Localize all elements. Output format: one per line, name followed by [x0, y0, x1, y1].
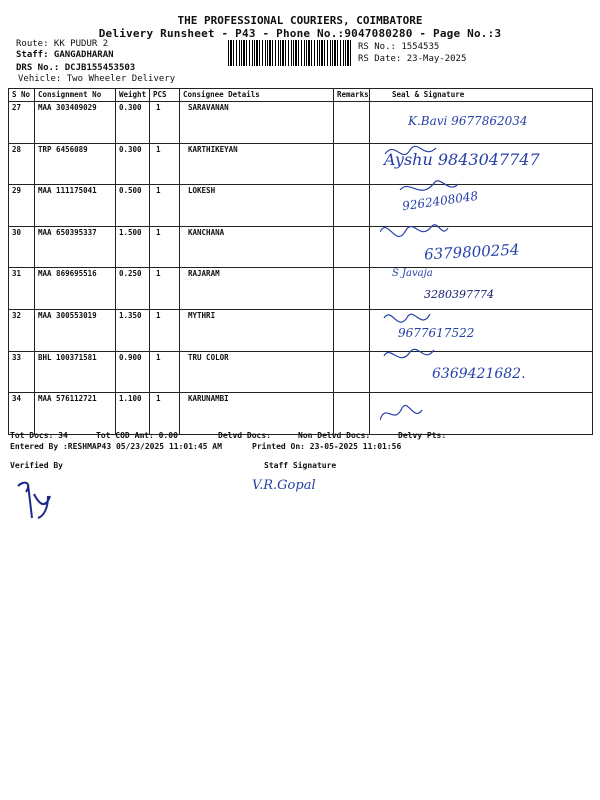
cell-sno: 27: [9, 102, 35, 144]
col-header-consignee: Consignee Details: [180, 89, 334, 102]
cell-consignee: MYTHRI: [180, 309, 334, 351]
cell-remarks: [334, 309, 370, 351]
cell-consignment: MAA 869695516: [35, 268, 116, 310]
scribble-27: [385, 146, 436, 154]
cell-consignment: MAA 111175041: [35, 185, 116, 227]
signature-scribbles: [380, 120, 590, 430]
entered-by: Entered By :RESHMAP43 05/23/2025 11:01:45 AM: [10, 442, 222, 451]
cell-sno: 29: [9, 185, 35, 227]
total-docs: Tot Docs: 34: [10, 431, 68, 440]
col-header-remarks: Remarks: [334, 89, 370, 102]
vehicle: Vehicle: Two Wheeler Delivery: [18, 74, 176, 84]
non-delivered-docs: Non Delvd Docs:: [298, 431, 371, 440]
cell-consignee: RAJARAM: [180, 268, 334, 310]
cell-pcs: 1: [150, 268, 180, 310]
cell-remarks: [334, 226, 370, 268]
cell-consignee: LOKESH: [180, 185, 334, 227]
scribble-30: [380, 225, 448, 237]
cell-pcs: 1: [150, 351, 180, 393]
scribble-34: [380, 405, 422, 420]
cell-pcs: 1: [150, 393, 180, 435]
cell-weight: 0.300: [116, 102, 150, 144]
delivery-points: Delvy Pts:: [398, 431, 447, 440]
runsheet-title: Delivery Runsheet - P43 - Phone No.:9047080280 - Page No.:3: [98, 27, 502, 40]
delivered-docs: Delvd Docs:: [218, 431, 271, 440]
handwritten-signature-31a: S Javaja: [392, 268, 433, 279]
company-title: THE PROFESSIONAL COURIERS, COIMBATORE: [177, 14, 423, 27]
cell-sno: 33: [9, 351, 35, 393]
route: Route: KK PUDUR 2: [16, 39, 109, 49]
cell-weight: 0.250: [116, 268, 150, 310]
cell-consignee: SARAVANAN: [180, 102, 334, 144]
scribble-32: [384, 314, 430, 322]
rs-date: RS Date: 23-May-2025: [358, 54, 467, 64]
total-cod: Tot COD Amt: 0.00: [96, 431, 178, 440]
cell-consignment: BHL 100371581: [35, 351, 116, 393]
cell-remarks: [334, 268, 370, 310]
cell-pcs: 1: [150, 143, 180, 185]
verified-by-label: Verified By: [10, 461, 63, 470]
cell-pcs: 1: [150, 226, 180, 268]
handwritten-signature-33: 6369421682.: [432, 366, 526, 382]
printed-on: Printed On: 23-05-2025 11:01:56: [252, 442, 402, 451]
handwritten-signature-30: 6379800254: [423, 240, 520, 264]
cell-pcs: 1: [150, 102, 180, 144]
cell-consignment: TRP 6456089: [35, 143, 116, 185]
cell-consignee: KANCHANA: [180, 226, 334, 268]
handwritten-signature-31b: 3280397774: [424, 288, 494, 301]
handwritten-signature-32: 9677617522: [398, 326, 475, 340]
cell-consignment: MAA 300553019: [35, 309, 116, 351]
staff-signature: V.R.Gopal: [252, 478, 316, 493]
handwritten-signature-27a: K.Bavi 9677862034: [408, 114, 528, 128]
cell-consignment: MAA 650395337: [35, 226, 116, 268]
staff: Staff: GANGADHARAN: [16, 50, 114, 60]
cell-pcs: 1: [150, 185, 180, 227]
staff-signature-label: Staff Signature: [264, 461, 337, 470]
cell-remarks: [334, 393, 370, 435]
cell-weight: 1.500: [116, 226, 150, 268]
cell-consignment: MAA 576112721: [35, 393, 116, 435]
cell-consignee: KARUNAMBI: [180, 393, 334, 435]
drs-number: DRS No.: DCJB155453503: [16, 63, 136, 73]
cell-remarks: [334, 143, 370, 185]
handwritten-signature-28: Ayshu 9843047747: [384, 150, 540, 169]
cell-consignment: MAA 303409029: [35, 102, 116, 144]
cell-sno: 28: [9, 143, 35, 185]
cell-consignee: KARTHIKEYAN: [180, 143, 334, 185]
cell-weight: 0.900: [116, 351, 150, 393]
cell-sno: 30: [9, 226, 35, 268]
col-header-signature: Seal & Signature: [370, 89, 593, 102]
scribble-29: [400, 181, 458, 191]
cell-sno: 34: [9, 393, 35, 435]
barcode: [228, 40, 352, 66]
cell-weight: 0.300: [116, 143, 150, 185]
cell-sno: 32: [9, 309, 35, 351]
cell-remarks: [334, 102, 370, 144]
col-header-weight: Weight: [116, 89, 150, 102]
cell-weight: 1.100: [116, 393, 150, 435]
cell-sno: 31: [9, 268, 35, 310]
cell-remarks: [334, 351, 370, 393]
cell-weight: 1.350: [116, 309, 150, 351]
col-header-consignment: Consignment No: [35, 89, 116, 102]
scribble-33: [384, 349, 434, 357]
verified-by-signature: [14, 478, 64, 522]
cell-remarks: [334, 185, 370, 227]
cell-weight: 0.500: [116, 185, 150, 227]
handwritten-signature-29: 9262408048: [401, 188, 479, 214]
col-header-pcs: PCS: [150, 89, 180, 102]
cell-consignee: TRU COLOR: [180, 351, 334, 393]
cell-pcs: 1: [150, 309, 180, 351]
rs-number: RS No.: 1554535: [358, 42, 440, 52]
table-header-row: [9, 89, 593, 102]
col-header-sno: S No: [9, 89, 35, 102]
